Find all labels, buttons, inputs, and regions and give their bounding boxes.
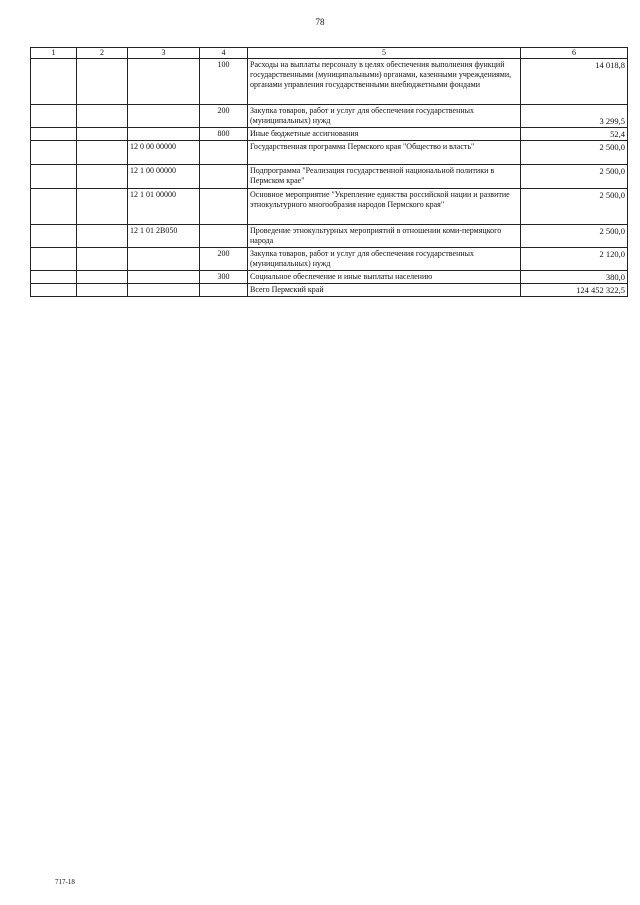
section-code [31, 165, 77, 189]
table-row [31, 271, 628, 284]
subsection-code [77, 59, 128, 105]
subsection-code [77, 189, 128, 225]
row-description: Закупка товаров, работ и услуг для обеспечения государственных (муниципальных) нужд [248, 105, 521, 128]
expense-type-code [200, 225, 248, 248]
section-code [31, 141, 77, 165]
total-amount: 124 452 322,5 [521, 284, 628, 297]
table-row [31, 141, 628, 165]
section-code [31, 248, 77, 271]
row-amount: 380,0 [521, 271, 628, 284]
row-description: Закупка товаров, работ и услуг для обеспечения государственных (муниципальных) нужд [248, 248, 521, 271]
row-amount: 2 500,0 [521, 165, 628, 189]
section-code [31, 225, 77, 248]
target-article-code: 12 1 01 2В050 [128, 225, 200, 248]
target-article-code: 12 1 01 00000 [128, 189, 200, 225]
document-footer-code: 717-18 [55, 878, 75, 886]
section-code [31, 105, 77, 128]
expense-type-code: 200 [200, 248, 248, 271]
section-code [31, 128, 77, 141]
subsection-code [77, 271, 128, 284]
section-code [31, 59, 77, 105]
target-article-code [128, 105, 200, 128]
subsection-code [77, 105, 128, 128]
row-description: Подпрограмма "Реализация государственной национальной политики в Пермском крае" [248, 165, 521, 189]
target-article-code [128, 128, 200, 141]
table-row [31, 189, 628, 225]
subsection-code [77, 248, 128, 271]
target-article-code: 12 0 00 00000 [128, 141, 200, 165]
section-code [31, 271, 77, 284]
page-number: 78 [315, 17, 325, 27]
row-amount: 2 500,0 [521, 189, 628, 225]
section-code [31, 284, 77, 297]
subsection-code [77, 141, 128, 165]
table-row [31, 225, 628, 248]
column-header: 6 [521, 48, 628, 59]
row-amount: 2 500,0 [521, 225, 628, 248]
subsection-code [77, 165, 128, 189]
target-article-code [128, 59, 200, 105]
expense-type-code: 100 [200, 59, 248, 105]
section-code [31, 189, 77, 225]
target-article-code: 12 1 00 00000 [128, 165, 200, 189]
row-description: Государственная программа Пермского края "Общество и власть" [248, 141, 521, 165]
row-amount: 52,4 [521, 128, 628, 141]
subsection-code [77, 284, 128, 297]
subsection-code [77, 225, 128, 248]
expense-type-code [200, 284, 248, 297]
table-row [31, 128, 628, 141]
total-label: Всего Пермский край [248, 284, 521, 297]
header-row [31, 48, 628, 59]
column-header: 2 [77, 48, 128, 59]
target-article-code [128, 248, 200, 271]
row-description: Иные бюджетные ассигнования [248, 128, 521, 141]
expense-type-code [200, 165, 248, 189]
table-row [31, 59, 628, 105]
expense-type-code [200, 189, 248, 225]
target-article-code [128, 284, 200, 297]
column-header: 4 [200, 48, 248, 59]
row-description: Проведение этнокультурных мероприятий в отношении коми-пермяцкого народа [248, 225, 521, 248]
subsection-code [77, 128, 128, 141]
table-row [31, 248, 628, 271]
row-description: Основное мероприятие "Укрепление единства российской нации и развитие этнокультурного многообразия народов Пермского края" [248, 189, 521, 225]
row-amount: 14 018,8 [521, 59, 628, 105]
expense-type-code: 800 [200, 128, 248, 141]
target-article-code [128, 271, 200, 284]
table-row [31, 105, 628, 128]
row-amount: 2 120,0 [521, 248, 628, 271]
column-header: 5 [248, 48, 521, 59]
expense-type-code: 200 [200, 105, 248, 128]
row-amount: 3 299,5 [521, 105, 628, 128]
expense-type-code [200, 141, 248, 165]
expense-type-code: 300 [200, 271, 248, 284]
row-description: Социальное обеспечение и иные выплаты населению [248, 271, 521, 284]
total-row [31, 284, 628, 297]
budget-table [30, 47, 628, 297]
column-header: 1 [31, 48, 77, 59]
column-header: 3 [128, 48, 200, 59]
row-description: Расходы на выплаты персоналу в целях обеспечения выполнения функций государственными (муниципальными) органами, казенными учреждениями, органами управления государственными внебюджетными фондами [248, 59, 521, 105]
table-row [31, 165, 628, 189]
row-amount: 2 500,0 [521, 141, 628, 165]
